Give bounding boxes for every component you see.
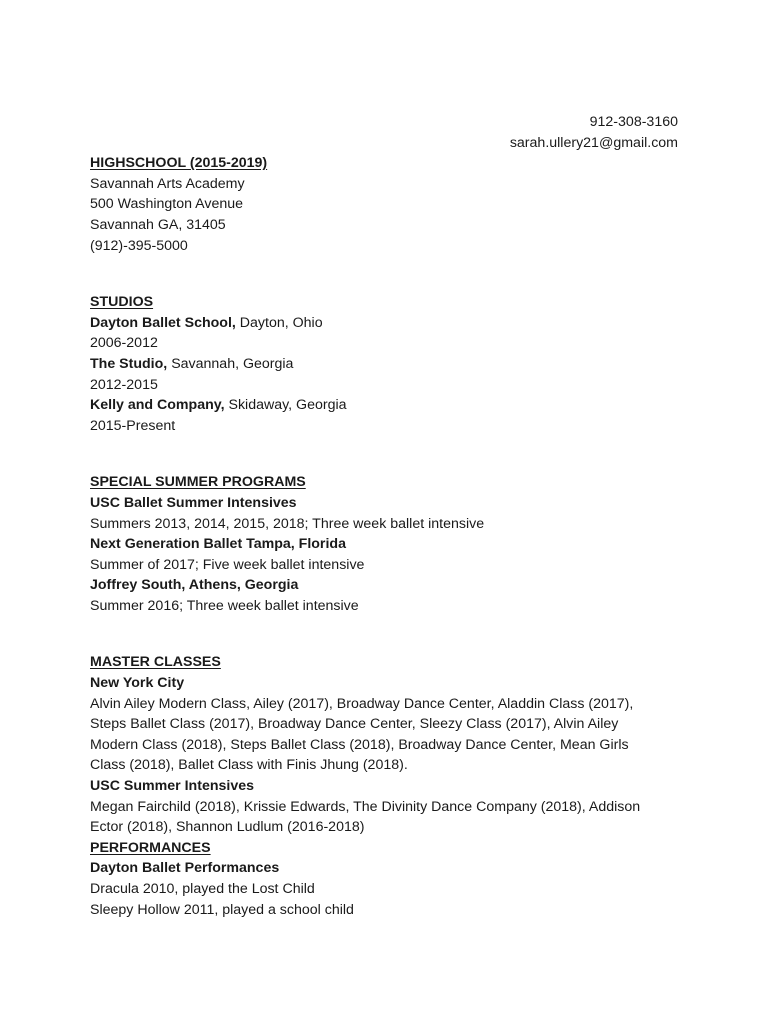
highschool-heading: HIGHSCHOOL (2015-2019) <box>90 155 268 172</box>
master-class-line: Ector (2018), Shannon Ludlum (2016-2018) <box>90 819 365 836</box>
studio-name: The Studio, <box>90 355 168 372</box>
performance-line: Sleepy Hollow 2011, played a school child <box>90 901 354 918</box>
program-title: USC Ballet Summer Intensives <box>90 494 297 511</box>
master-classes-heading: MASTER CLASSES <box>90 654 221 671</box>
studio-location: Dayton, Ohio <box>235 314 323 331</box>
studio-years: 2012-2015 <box>90 376 158 393</box>
master-class-title: New York City <box>90 675 185 692</box>
summer-programs-heading: SPECIAL SUMMER PROGRAMS <box>90 474 306 491</box>
program-detail: Summer of 2017; Five week ballet intensive <box>90 556 365 573</box>
contact-block <box>90 112 678 153</box>
studios-heading: STUDIOS <box>90 294 154 311</box>
studio-location: Savannah, Georgia <box>167 355 294 372</box>
program-detail: Summer 2016; Three week ballet intensive <box>90 597 359 614</box>
resume-page <box>90 112 678 920</box>
performances-heading: PERFORMANCES <box>90 839 211 856</box>
studios-section <box>90 292 678 436</box>
phone-number: 912-308-3160 <box>589 114 678 130</box>
master-class-line: Class (2018), Ballet Class with Finis Jhung (2018). <box>90 757 408 774</box>
master-class-line: Megan Fairchild (2018), Krissie Edwards, The Divinity Dance Company (2018), Addison <box>90 798 641 815</box>
summer-programs-section <box>90 472 678 616</box>
master-classes-section <box>90 652 678 837</box>
performances-section <box>90 838 678 920</box>
highschool-line: (912)-395-5000 <box>90 237 188 254</box>
master-class-line: Alvin Ailey Modern Class, Ailey (2017), Broadway Dance Center, Aladdin Class (2017), <box>90 695 634 712</box>
studio-entry <box>90 313 678 334</box>
studio-entry <box>90 354 678 375</box>
program-detail: Summers 2013, 2014, 2015, 2018; Three week ballet intensive <box>90 515 485 532</box>
studio-years: 2006-2012 <box>90 335 158 352</box>
studio-name: Dayton Ballet School, <box>90 314 236 331</box>
program-title: Next Generation Ballet Tampa, Florida <box>90 536 346 553</box>
highschool-line: Savannah GA, 31405 <box>90 216 226 233</box>
studio-years: 2015-Present <box>90 417 176 434</box>
highschool-section <box>90 153 678 256</box>
studio-entry <box>90 395 678 416</box>
studio-location: Skidaway, Georgia <box>224 397 347 414</box>
program-title: Joffrey South, Athens, Georgia <box>90 577 299 594</box>
master-class-line: Modern Class (2018), Steps Ballet Class (2018), Broadway Dance Center, Mean Girls <box>90 736 629 753</box>
highschool-line: 500 Washington Avenue <box>90 196 244 213</box>
master-class-title: USC Summer Intensives <box>90 778 255 795</box>
highschool-line: Savannah Arts Academy <box>90 175 245 192</box>
performance-title: Dayton Ballet Performances <box>90 860 280 877</box>
email-address: sarah.ullery21@gmail.com <box>509 134 678 151</box>
studio-name: Kelly and Company, <box>90 397 225 414</box>
performance-line: Dracula 2010, played the Lost Child <box>90 881 315 897</box>
master-class-line: Steps Ballet Class (2017), Broadway Dance Center, Sleezy Class (2017), Alvin Ailey <box>90 716 619 733</box>
